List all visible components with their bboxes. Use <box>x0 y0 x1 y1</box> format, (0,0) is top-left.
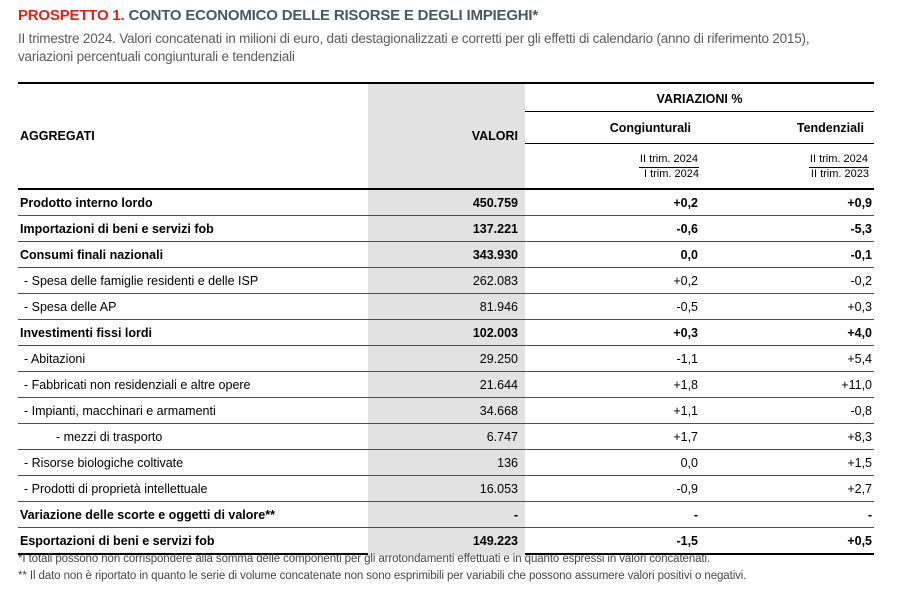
table-row <box>18 190 874 216</box>
row-congiunturale-value: +1,1 <box>673 403 698 418</box>
table-row <box>18 398 874 424</box>
row-valori-value: 34.668 <box>479 403 518 418</box>
column-header-variazioni: VARIAZIONI % <box>525 84 874 112</box>
tendenziali-denominator: II trim. 2023 <box>810 168 869 180</box>
row-valori-value: 136 <box>497 455 518 470</box>
subtitle-line-1: II trimestre 2024. Valori concatenati in milioni di euro, dati destagionalizzati e corretti per gli effetti di calendario (anno di riferimento 2015), <box>18 31 810 46</box>
subtitle-line-2: variazioni percentuali congiunturali e tendenziali <box>18 49 295 64</box>
row-congiunturale-value: -1,5 <box>676 533 698 548</box>
congiunturali-period-fraction <box>525 153 702 181</box>
row-tendenziale-value: +0,9 <box>847 195 872 210</box>
table-row <box>18 450 874 476</box>
row-label: - Spesa delle AP <box>24 299 117 314</box>
table-row <box>18 242 874 268</box>
table-header <box>18 84 874 190</box>
row-tendenziale-value: +11,0 <box>841 377 872 392</box>
row-valori-value: 450.759 <box>472 195 518 210</box>
footnote-1: *I totali possono non corrispondere alla somma delle componenti per gli arrotondamenti effettuati e in quanto espressi in valori concatenati. <box>18 553 711 565</box>
table-row <box>18 268 874 294</box>
row-tendenziale-value: +1,5 <box>847 455 872 470</box>
row-valori-value: 81.946 <box>479 299 518 314</box>
table-row <box>18 216 874 242</box>
row-label: - Prodotti di proprietà intellettuale <box>24 481 208 496</box>
table-row <box>18 476 874 502</box>
row-tendenziale-value: +5,4 <box>847 351 872 366</box>
row-tendenziale-value: +4,0 <box>847 325 872 340</box>
row-valori-value: 6.747 <box>486 429 518 444</box>
congiunturali-denominator: I trim. 2024 <box>643 168 699 180</box>
row-valori-value: 16.053 <box>479 481 518 496</box>
row-congiunturale-value: +0,2 <box>673 195 698 210</box>
row-congiunturale-value: +0,3 <box>673 325 698 340</box>
prospetto-number: PROSPETTO 1. <box>18 7 125 24</box>
row-valori-value: 137.221 <box>472 221 518 236</box>
column-header-tendenziali: Tendenziali <box>796 120 864 135</box>
row-label: - Spesa delle famiglie residenti e delle ISP <box>24 273 259 288</box>
tendenziali-period-fraction <box>702 153 874 181</box>
row-label: Importazioni di beni e servizi fob <box>20 221 214 236</box>
row-label: - Abitazioni <box>24 351 86 366</box>
row-congiunturale-value: - <box>693 507 698 522</box>
row-valori-value: 21.644 <box>479 377 518 392</box>
prospetto-heading: CONTO ECONOMICO DELLE RISORSE E DEGLI IMPIEGHI* <box>124 7 539 24</box>
row-congiunturale-value: -1,1 <box>676 351 698 366</box>
table-row <box>18 424 874 450</box>
row-tendenziale-value: +0,5 <box>847 533 872 548</box>
row-congiunturale-value: 0,0 <box>680 455 698 470</box>
row-congiunturale-value: -0,6 <box>676 221 698 236</box>
row-valori-value: 102.003 <box>472 325 518 340</box>
row-valori-value: 29.250 <box>479 351 518 366</box>
column-header-congiunturali: Congiunturali <box>609 120 691 135</box>
row-tendenziale-value: +8,3 <box>847 429 872 444</box>
row-tendenziale-value: -0,1 <box>850 247 872 262</box>
row-label: - Fabbricati non residenziali e altre opere <box>24 377 251 392</box>
row-valori-value: 262.083 <box>472 273 518 288</box>
table-body <box>18 190 874 553</box>
row-congiunturale-value: +1,7 <box>673 429 698 444</box>
row-congiunturale-value: +0,2 <box>673 273 698 288</box>
row-congiunturale-value: +1,8 <box>673 377 698 392</box>
row-tendenziale-value: -0,2 <box>850 273 872 288</box>
table-subtitle <box>18 30 884 66</box>
row-valori-value: 343.930 <box>472 247 518 262</box>
row-congiunturale-value: 0,0 <box>680 247 698 262</box>
table-row <box>18 528 874 553</box>
table-row <box>18 502 874 528</box>
row-label: Prodotto interno lordo <box>20 195 153 210</box>
row-tendenziale-value: -0,8 <box>850 403 872 418</box>
row-label: - Risorse biologiche coltivate <box>24 455 184 470</box>
row-label: Variazione delle scorte e oggetti di valore** <box>20 507 275 522</box>
table-row <box>18 294 874 320</box>
row-tendenziale-value: +2,7 <box>847 481 872 496</box>
row-label: Consumi finali nazionali <box>20 247 164 262</box>
table-title <box>18 7 538 24</box>
row-tendenziale-value: - <box>867 507 872 522</box>
row-congiunturale-value: -0,9 <box>676 481 698 496</box>
variations-header-group <box>525 84 874 188</box>
congiunturali-numerator: II trim. 2024 <box>639 153 699 168</box>
row-tendenziale-value: +0,3 <box>847 299 872 314</box>
economic-accounts-table <box>18 82 874 555</box>
row-valori-value: - <box>513 507 518 522</box>
row-tendenziale-value: -5,3 <box>850 221 872 236</box>
row-label: - Impianti, macchinari e armamenti <box>24 403 216 418</box>
row-label: Investimenti fissi lordi <box>20 325 152 340</box>
tendenziali-numerator: II trim. 2024 <box>809 153 869 168</box>
variations-subheaders <box>525 112 874 144</box>
row-congiunturale-value: -0,5 <box>676 299 698 314</box>
table-row <box>18 372 874 398</box>
table-row <box>18 346 874 372</box>
footnote-2: ** Il dato non è riportato in quanto le serie di volume concatenate non sono esprimibili per variabili che possono assumere valori positivi o negativi. <box>18 570 747 582</box>
footnotes <box>18 551 746 585</box>
row-label: - mezzi di trasporto <box>56 429 163 444</box>
period-fractions <box>525 144 874 181</box>
row-label: Esportazioni di beni e servizi fob <box>20 533 215 548</box>
column-header-aggregati: AGGREGATI <box>20 129 95 143</box>
row-valori-value: 149.223 <box>472 533 518 548</box>
table-row <box>18 320 874 346</box>
column-header-valori: VALORI <box>471 129 518 143</box>
